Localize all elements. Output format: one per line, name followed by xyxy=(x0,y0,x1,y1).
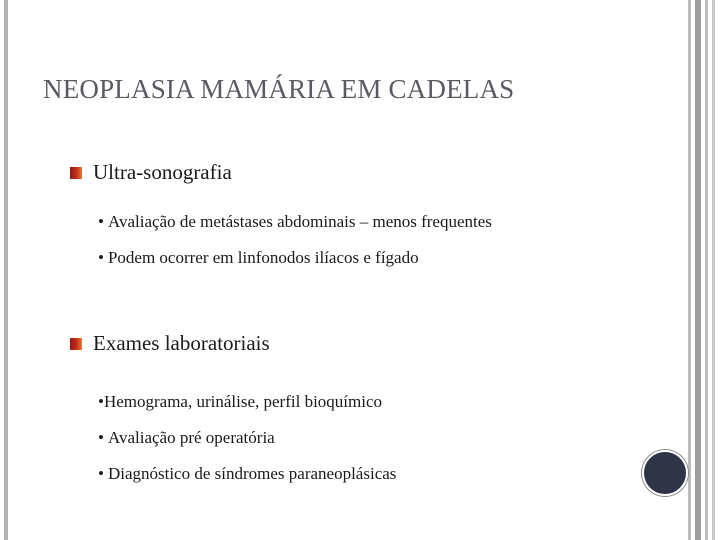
slide-title: NEOPLASIA MAMÁRIA EM CADELAS xyxy=(43,74,515,104)
right-border-rule xyxy=(688,0,691,540)
bullet-dot-icon: • xyxy=(98,248,104,267)
section-label: Ultra-sonografia xyxy=(93,160,232,184)
section-heading-ultrasound xyxy=(70,160,232,185)
list-item-text: Podem ocorrer em linfonodos ilíacos e fígado xyxy=(107,248,419,267)
right-border-rule xyxy=(712,0,715,540)
right-border-rule xyxy=(705,0,708,540)
bullet-dot-icon: • xyxy=(98,212,104,231)
list-item xyxy=(98,392,382,412)
right-border-rule xyxy=(695,0,701,540)
section-heading-lab-exams xyxy=(70,331,270,356)
bullet-dot-icon: • xyxy=(98,392,104,411)
list-item-text: Hemograma, urinálise, perfil bioquímico xyxy=(103,392,383,411)
list-item xyxy=(98,212,492,232)
bullet-dot-icon: • xyxy=(98,464,104,483)
list-item xyxy=(98,428,275,448)
list-item-text: Diagnóstico de síndromes paraneoplásicas xyxy=(107,464,397,483)
section-label: Exames laboratoriais xyxy=(93,331,270,355)
square-bullet-icon xyxy=(70,338,82,350)
decorative-circle-icon xyxy=(642,450,688,496)
list-item xyxy=(98,248,419,268)
list-item xyxy=(98,464,396,484)
left-border-rule xyxy=(4,0,8,540)
list-item-text: Avaliação de metástases abdominais – menos frequentes xyxy=(107,212,492,231)
bullet-dot-icon: • xyxy=(98,428,104,447)
square-bullet-icon xyxy=(70,167,82,179)
list-item-text: Avaliação pré operatória xyxy=(107,428,275,447)
